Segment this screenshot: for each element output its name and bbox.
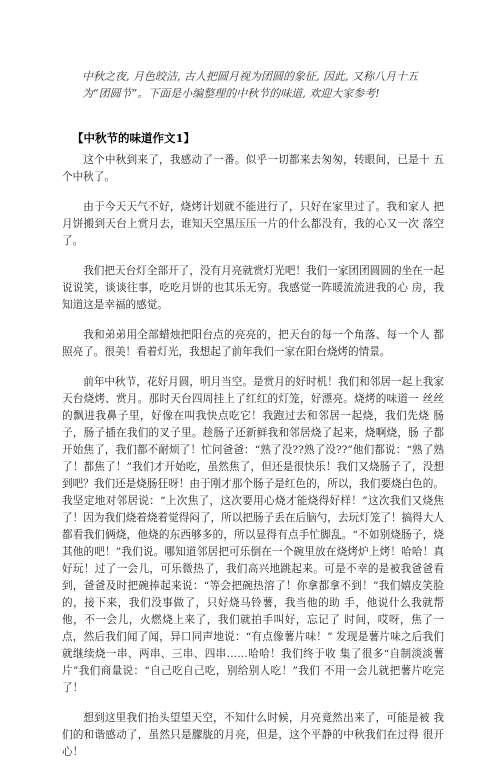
paragraph: 前年中秋节，花好月圆，明月当空。是赏月的好时机！我们和邻居一起上我家天台烧烤、赏月。那时天台四周挂上了红红的灯笼，好漂亮。烧烤的味道一 丝丝的飘进我鼻子里，好像在叫我快点吃它！我跑过去和邻居一起烧，我们先烧 肠子，肠子插在我们的叉子里。趁肠子还新鲜我和邻居烧了起来，烧啊烧，肠 子都开始焦了，我们都不耐烦了！忙问爸爸：“熟了没??熟了没??”他们都说：“熟了熟了！都焦了！”我们才开始吃，虽然焦了，但还是很快乐！我们又烧肠子了，没想到吧？我们还是烧肠狂呀！由于刚才那个肠子是红色的，所以，我们要烧白色的。我坚定地对邻居说：“上次焦了，这次要用心烧才能烧得好样！”这次我们又烧焦了！因为我们烧着烧着觉得闷了，所以把肠子丢在后脑勺，去玩灯笼了！搞得大人都看我们俩烧，他烧的东西够多的，所以显得有点手忙脚乱。“不如别烧肠子，烧其他的吧！”我们说。哪知道邻居把可乐倒在一个碗里放在烧烤炉上烤！哈哈！真好玩！过了一会儿，可乐微热了，我们高兴地跳起来。可是不幸的是被我爸爸看到，爸爸及时把碗捧起来说：“等会把碗热溶了！你拿都拿不到！”我们嬉皮笑脸的，接下来，我们没事做了，只好烧马铃薯，我当他的助 手，他说什么我就帮他，不一会儿，火燃烧上来了，我们就拍手叫好，忘记了 时间，哎呀，焦了一点，然后我们闻了闻，异口同声地说：“有点像薯片味！” 发现是薯片味之后我们就继续烧一串、两串、三串、四串……哈哈！我们终于收 集了很多“自制淡淡薯片”我们商量说：“自己吃自己吃，别给别人吃！”我们 不用一会儿就把薯片吃完了！: [62, 376, 444, 694]
paragraph: 由于今天天气不好，烧烤计划就不能进行了，只好在家里过了。我和家人 把月饼搬到天台上赏月去，谁知天空黑压压一片的什么都没有，我的心又一次 落空了。: [62, 201, 444, 247]
paragraph: 我们把天台灯全部开了，没有月亮就赏灯光吧！我们一家团团圆圆的坐在一起说说笑，谈谈往事，吃吃月饼的也其乐无穷。我感觉一阵暖流流进我的心 房，我知道这是幸福的感觉。: [62, 265, 444, 311]
paragraph: 这个中秋到来了，我感动了一番。似乎一切都来去匆匆，转眼间，已是十 五个中秋了。: [62, 154, 444, 183]
article-body: [62, 152, 444, 761]
intro-text: 中秋之夜, 月色皎洁, 古人把圆月视为团圆的象征, 因此, 又称八月十五 为“团圆节”。下面是小编整理的中秋节的味道, 欢迎大家参考!: [82, 70, 418, 100]
section-title: 【中秋节的味道作文1】: [72, 131, 196, 145]
paragraph: 想到这里我们抬头望望天空，不知什么时候，月亮竟然出来了，可能是被 我们的和谐感动了，虽然只是朦胧的月亮，但是，这个平静的中秋我们在过得 很开心！: [62, 712, 444, 758]
paragraph: 我和弟弟用全部蜡烛把阳台点的亮亮的，把天台的每一个角落、每一个人 都照亮了。很美！看着灯光，我想起了前年我们一家在阳台烧烤的情景。: [62, 329, 444, 358]
